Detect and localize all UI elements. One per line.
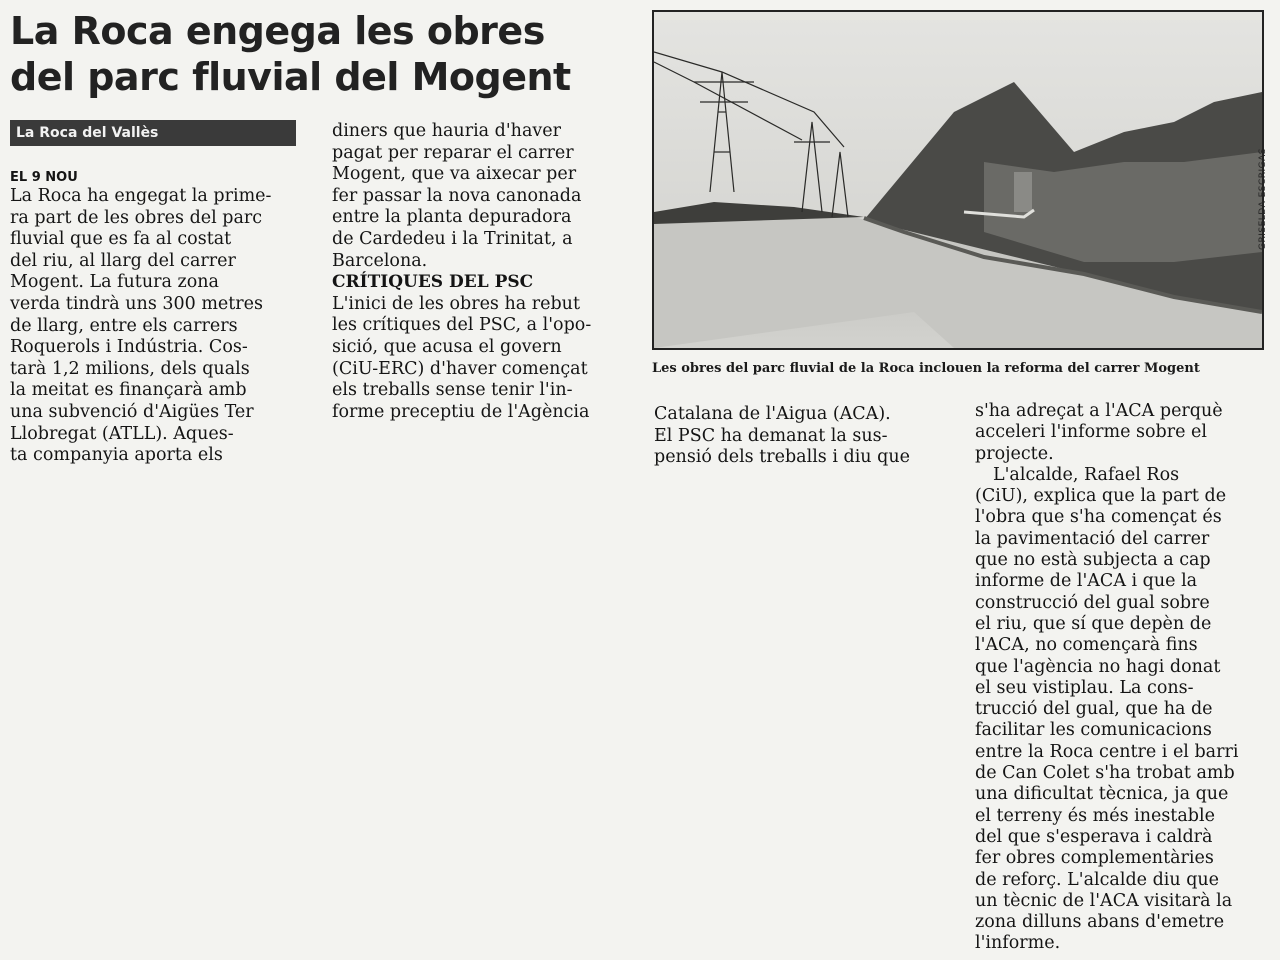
text-line: el terreny és més inestable <box>975 805 1215 826</box>
text-line: (CiU-ERC) d'haver començat <box>332 358 588 379</box>
text-line: el seu vistiplau. La cons- <box>975 677 1194 698</box>
text-line: construcció del gual sobre <box>975 592 1210 613</box>
article-column-3 <box>654 404 944 469</box>
text-line: l'informe. <box>975 933 1061 954</box>
subheading: CRÍTIQUES DEL PSC <box>332 272 534 293</box>
text-line: facilitar les comunicacions <box>975 720 1212 741</box>
headline-line-1: La Roca engega les obres <box>10 9 545 53</box>
text-line: l'obra que s'ha començat és <box>975 507 1222 528</box>
text-line: fer obres complementàries <box>975 848 1214 869</box>
text-line: la meitat es finançarà amb <box>10 380 247 401</box>
article-column-2 <box>332 121 627 423</box>
text-line: ra part de les obres del parc <box>10 207 263 228</box>
text-line: Catalana de l'Aigua (ACA). <box>654 404 891 424</box>
section-label: La Roca del Vallès <box>16 125 159 141</box>
body-paragraph-6 <box>975 465 1270 955</box>
text-line: ta companyia aporta els <box>10 445 223 466</box>
text-line: pagat per reparar el carrer <box>332 142 574 163</box>
text-line: un tècnic de l'ACA visitarà la <box>975 890 1233 911</box>
text-line: Mogent. La futura zona <box>10 272 219 293</box>
text-line: diners que hauria d'haver <box>332 121 561 141</box>
body-paragraph-3 <box>332 294 627 424</box>
photo-credit: GRISELDA ESCRIGAS <box>1258 147 1268 250</box>
body-paragraph-4 <box>654 404 944 469</box>
photo-caption: Les obres del parc fluvial de la Roca inclouen la reforma del carrer Mogent <box>652 361 1200 376</box>
text-line: sició, que acusa el govern <box>332 336 562 357</box>
text-line: La Roca ha engegat la prime- <box>10 186 272 206</box>
text-line: les crítiques del PSC, a l'opo- <box>332 315 592 336</box>
text-line: que l'agència no hagi donat <box>975 656 1221 677</box>
section-label-bar <box>10 120 296 146</box>
dateline: EL 9 NOU <box>10 170 78 185</box>
text-line: Mogent, que va aixecar per <box>332 164 577 185</box>
text-line: tarà 1,2 milions, dels quals <box>10 358 250 379</box>
text-line: una subvenció d'Aigües Ter <box>10 401 254 422</box>
text-line: de Can Colet s'ha trobat amb <box>975 763 1235 784</box>
text-line: entre la planta depuradora <box>332 207 572 228</box>
text-line: fluvial que es fa al costat <box>10 229 232 250</box>
text-line: zona dilluns abans d'emetre <box>975 912 1225 933</box>
text-line: fer passar la nova canonada <box>332 185 582 206</box>
text-line: el riu, que sí que depèn de <box>975 613 1212 634</box>
text-line: de Cardedeu i la Trinitat, a <box>332 228 573 249</box>
body-paragraph-1 <box>10 186 300 467</box>
text-line: s'ha adreçat a l'ACA perquè <box>975 401 1223 421</box>
body-paragraph-2 <box>332 121 627 272</box>
text-line: El PSC ha demanat la sus- <box>654 425 888 446</box>
text-line: L'inici de les obres ha rebut <box>332 293 580 314</box>
text-line: que no està subjecta a cap <box>975 550 1211 571</box>
text-line: de reforç. L'alcalde diu que <box>975 869 1220 890</box>
text-line: trucció del gual, que ha de <box>975 699 1213 720</box>
headline <box>10 8 640 100</box>
text-line: projecte. <box>975 443 1054 464</box>
headline-line-2: del parc fluvial del Mogent <box>10 55 571 99</box>
text-line: verda tindrà uns 300 metres <box>10 293 264 314</box>
text-line: entre la Roca centre i el barri <box>975 741 1239 762</box>
text-line: L'alcalde, Rafael Ros <box>993 464 1180 485</box>
text-line: la pavimentació del carrer <box>975 528 1210 549</box>
text-line: de llarg, entre els carrers <box>10 315 238 336</box>
text-line: informe de l'ACA i que la <box>975 571 1198 592</box>
text-line: del riu, al llarg del carrer <box>10 250 236 271</box>
text-line: Llobregat (ATLL). Aques- <box>10 423 234 444</box>
text-line: Barcelona. <box>332 250 428 271</box>
text-line: (CiU), explica que la part de <box>975 486 1227 507</box>
text-line: Roquerols i Indústria. Cos- <box>10 337 248 358</box>
text-line: l'ACA, no començarà fins <box>975 635 1198 656</box>
text-line: pensió dels treballs i diu que <box>654 447 910 468</box>
text-line: acceleri l'informe sobre el <box>975 422 1207 443</box>
article-photo <box>652 10 1264 350</box>
text-line: del que s'esperava i caldrà <box>975 826 1213 847</box>
text-line: els treballs sense tenir l'in- <box>332 380 573 401</box>
article-column-1 <box>10 170 300 467</box>
text-line: una dificultat tècnica, ja que <box>975 784 1229 805</box>
body-paragraph-5 <box>975 401 1270 465</box>
article-column-4 <box>975 401 1270 955</box>
photo-river-path <box>654 12 1262 348</box>
text-line: forme preceptiu de l'Agència <box>332 401 590 422</box>
